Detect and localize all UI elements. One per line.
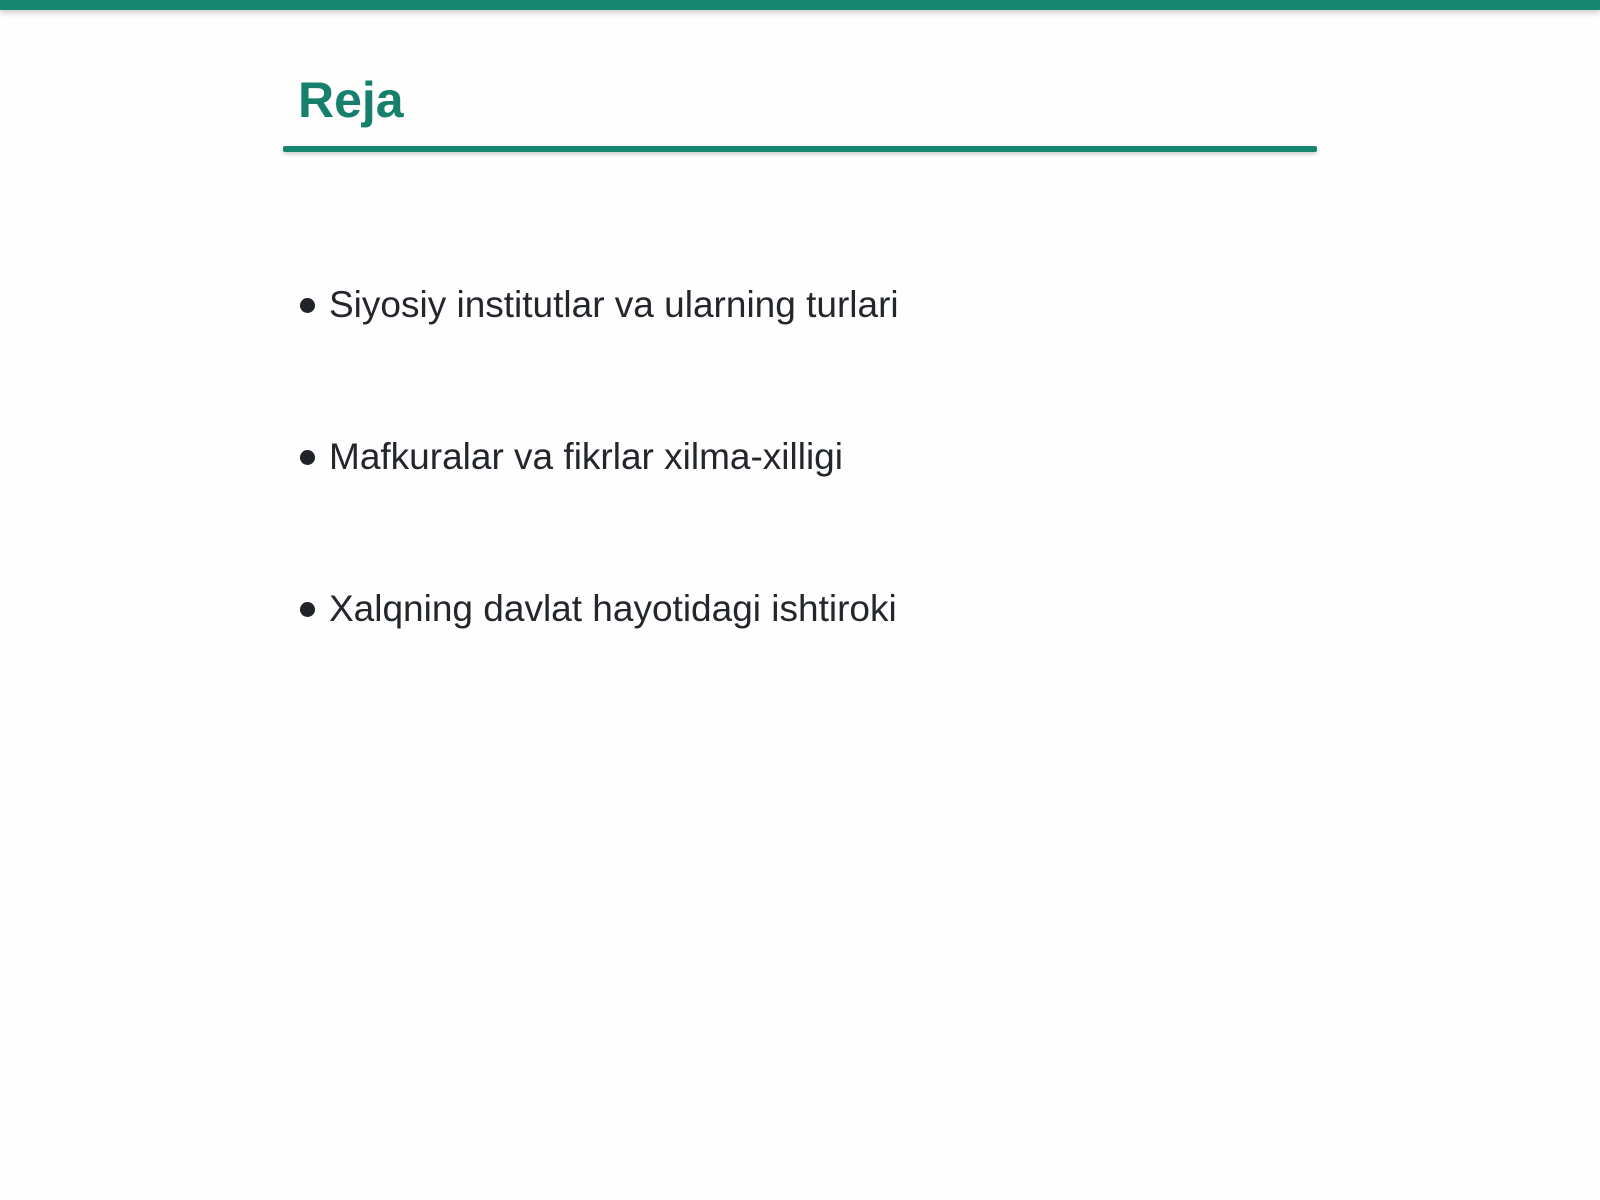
list-item-text: Mafkuralar va fikrlar xilma-xilligi bbox=[329, 436, 843, 477]
list-item-text: Xalqning davlat hayotidagi ishtiroki bbox=[329, 588, 897, 629]
list-item-text: Siyosiy institutlar va ularning turlari bbox=[329, 284, 899, 325]
list-item bbox=[300, 282, 899, 328]
top-accent-bar bbox=[0, 0, 1600, 10]
bullet-dot-icon bbox=[300, 602, 315, 617]
list-item bbox=[300, 434, 843, 480]
title-underline bbox=[283, 146, 1317, 152]
bullet-dot-icon bbox=[300, 450, 315, 465]
bullet-dot-icon bbox=[300, 298, 315, 313]
slide-title: Reja bbox=[298, 72, 404, 128]
list-item bbox=[300, 586, 897, 632]
